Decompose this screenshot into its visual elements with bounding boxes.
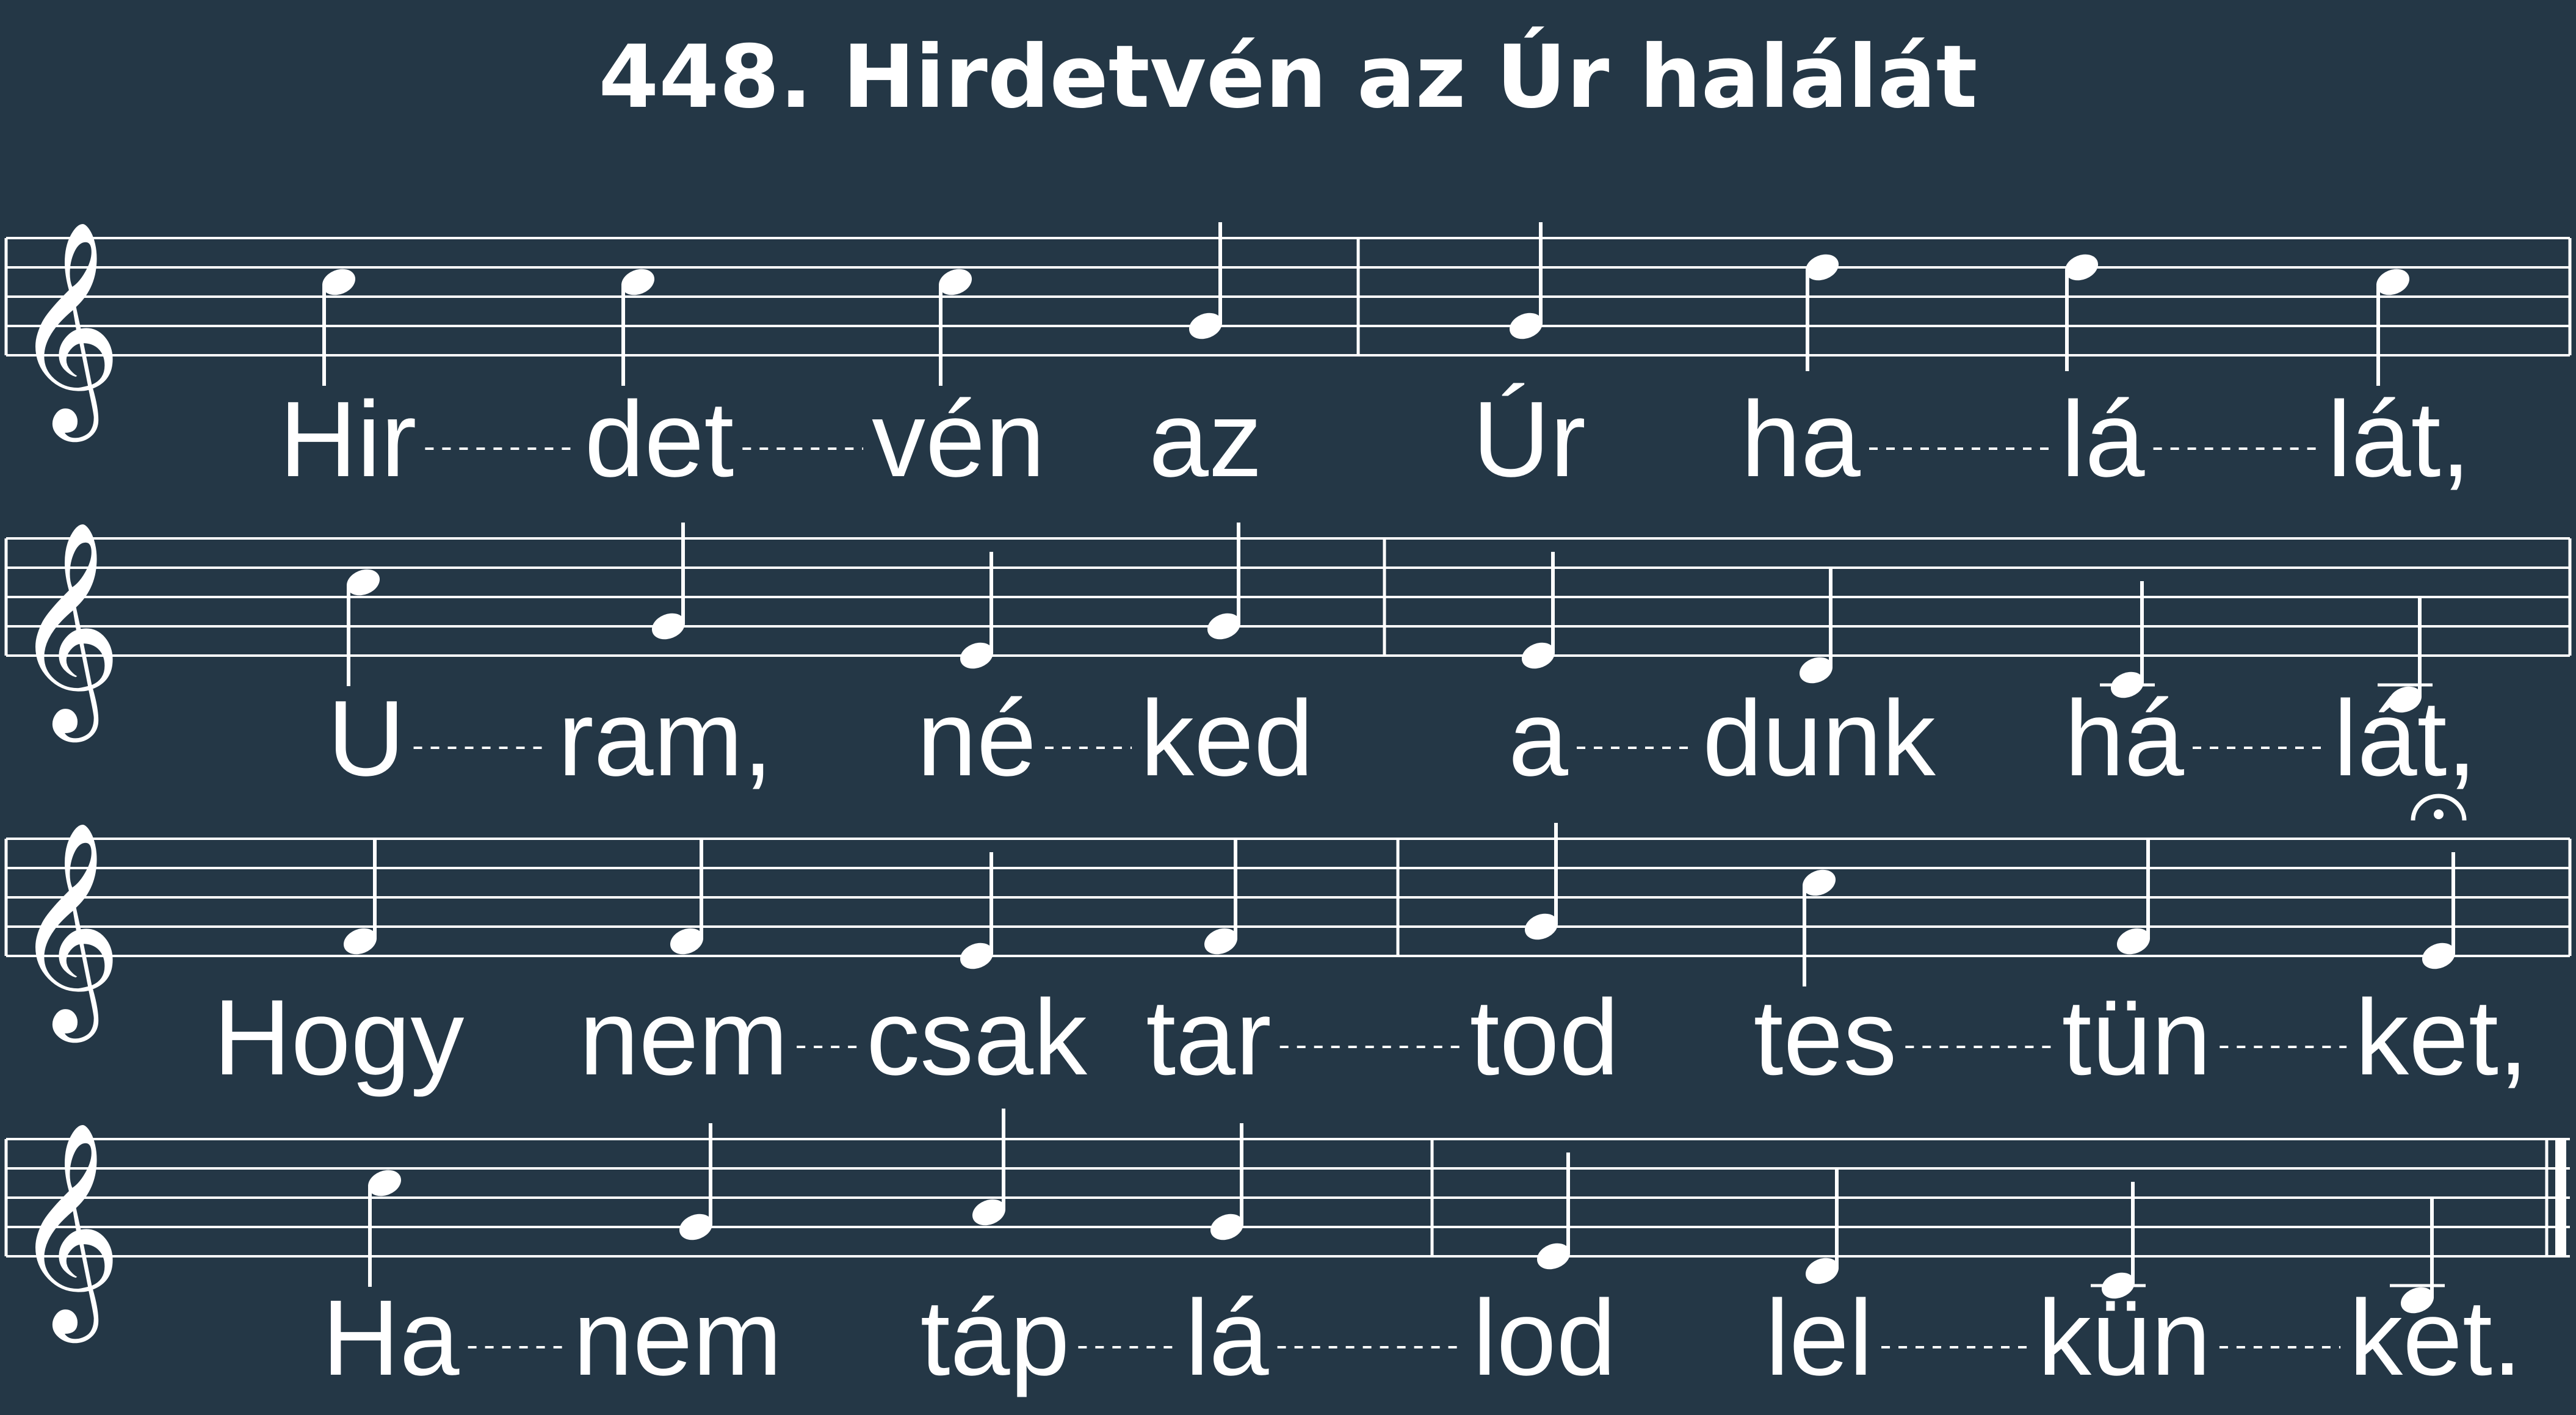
lyric-syllable: tün (2061, 978, 2212, 1098)
staff-system (6, 796, 2570, 1098)
quarter-note (957, 552, 997, 673)
lyric-syllable: az (1149, 380, 1262, 499)
lyric-syllable: ket, (2355, 978, 2528, 1098)
quarter-note (2061, 250, 2102, 371)
lyric-syllable: lel (1765, 1278, 1873, 1398)
staff-system (6, 219, 2570, 499)
lyric-syllable: táp (920, 1278, 1070, 1398)
quarter-note (676, 1123, 717, 1245)
quarter-note (1802, 250, 1843, 371)
lyric-syllable: kün (2038, 1278, 2211, 1398)
lyric-syllable: U (327, 679, 405, 798)
lyric-syllable: lod (1472, 1278, 1616, 1398)
quarter-note (957, 852, 997, 974)
staff-system (6, 519, 2570, 798)
lyric-syllable: tod (1469, 978, 1619, 1098)
lyric-syllable: ked (1140, 679, 1314, 798)
quarter-note (1518, 552, 1559, 673)
hymn-title: 448. Hirdetvén az Úr halálát (598, 27, 1978, 128)
lyric-syllable: Hogy (213, 978, 465, 1098)
lyric-syllable: tes (1753, 978, 1897, 1098)
lyric-syllable: csak (866, 978, 1087, 1098)
lyric-syllable: Úr (1472, 380, 1586, 499)
lyric-syllable: Hir (279, 380, 417, 499)
quarter-note (1521, 823, 1562, 944)
staff-system (6, 1109, 2570, 1398)
lyric-syllable: a (1508, 679, 1568, 798)
treble-clef-icon: 𝄞 (13, 820, 122, 1033)
fermata-dot (2434, 809, 2444, 819)
quarter-note (648, 523, 689, 644)
music-systems (6, 219, 2570, 1398)
lyric-syllable: né (917, 679, 1037, 798)
lyric-syllable: det (584, 380, 734, 499)
quarter-note (1185, 222, 1226, 344)
lyric-syllable: lát, (2327, 380, 2471, 499)
final-barline-thick (2555, 1139, 2566, 1256)
lyric-syllable: vén (872, 380, 1045, 499)
lyric-syllable: nem (573, 1278, 783, 1398)
quarter-note (1207, 1123, 1248, 1245)
quarter-note (1506, 222, 1547, 344)
lyric-syllable: ram, (558, 679, 773, 798)
quarter-note (1533, 1153, 1574, 1274)
treble-clef-icon: 𝄞 (13, 1120, 122, 1333)
lyric-syllable: ket. (2349, 1278, 2522, 1398)
lyric-syllable: lá (1185, 1278, 1269, 1398)
lyric-syllable: lá (2061, 380, 2145, 499)
treble-clef-icon: 𝄞 (13, 219, 122, 432)
treble-clef-icon: 𝄞 (13, 519, 122, 733)
quarter-note (2413, 796, 2464, 974)
lyric-syllable: lát, (2333, 679, 2477, 798)
lyric-syllable: tar (1146, 978, 1272, 1098)
lyric-syllable: dunk (1702, 679, 1936, 798)
lyric-syllable: há (2064, 679, 2184, 798)
lyric-syllable: Ha (322, 1278, 460, 1398)
quarter-note (1204, 523, 1245, 644)
lyric-syllable: nem (579, 978, 789, 1098)
lyric-syllable: ha (1741, 380, 1861, 499)
